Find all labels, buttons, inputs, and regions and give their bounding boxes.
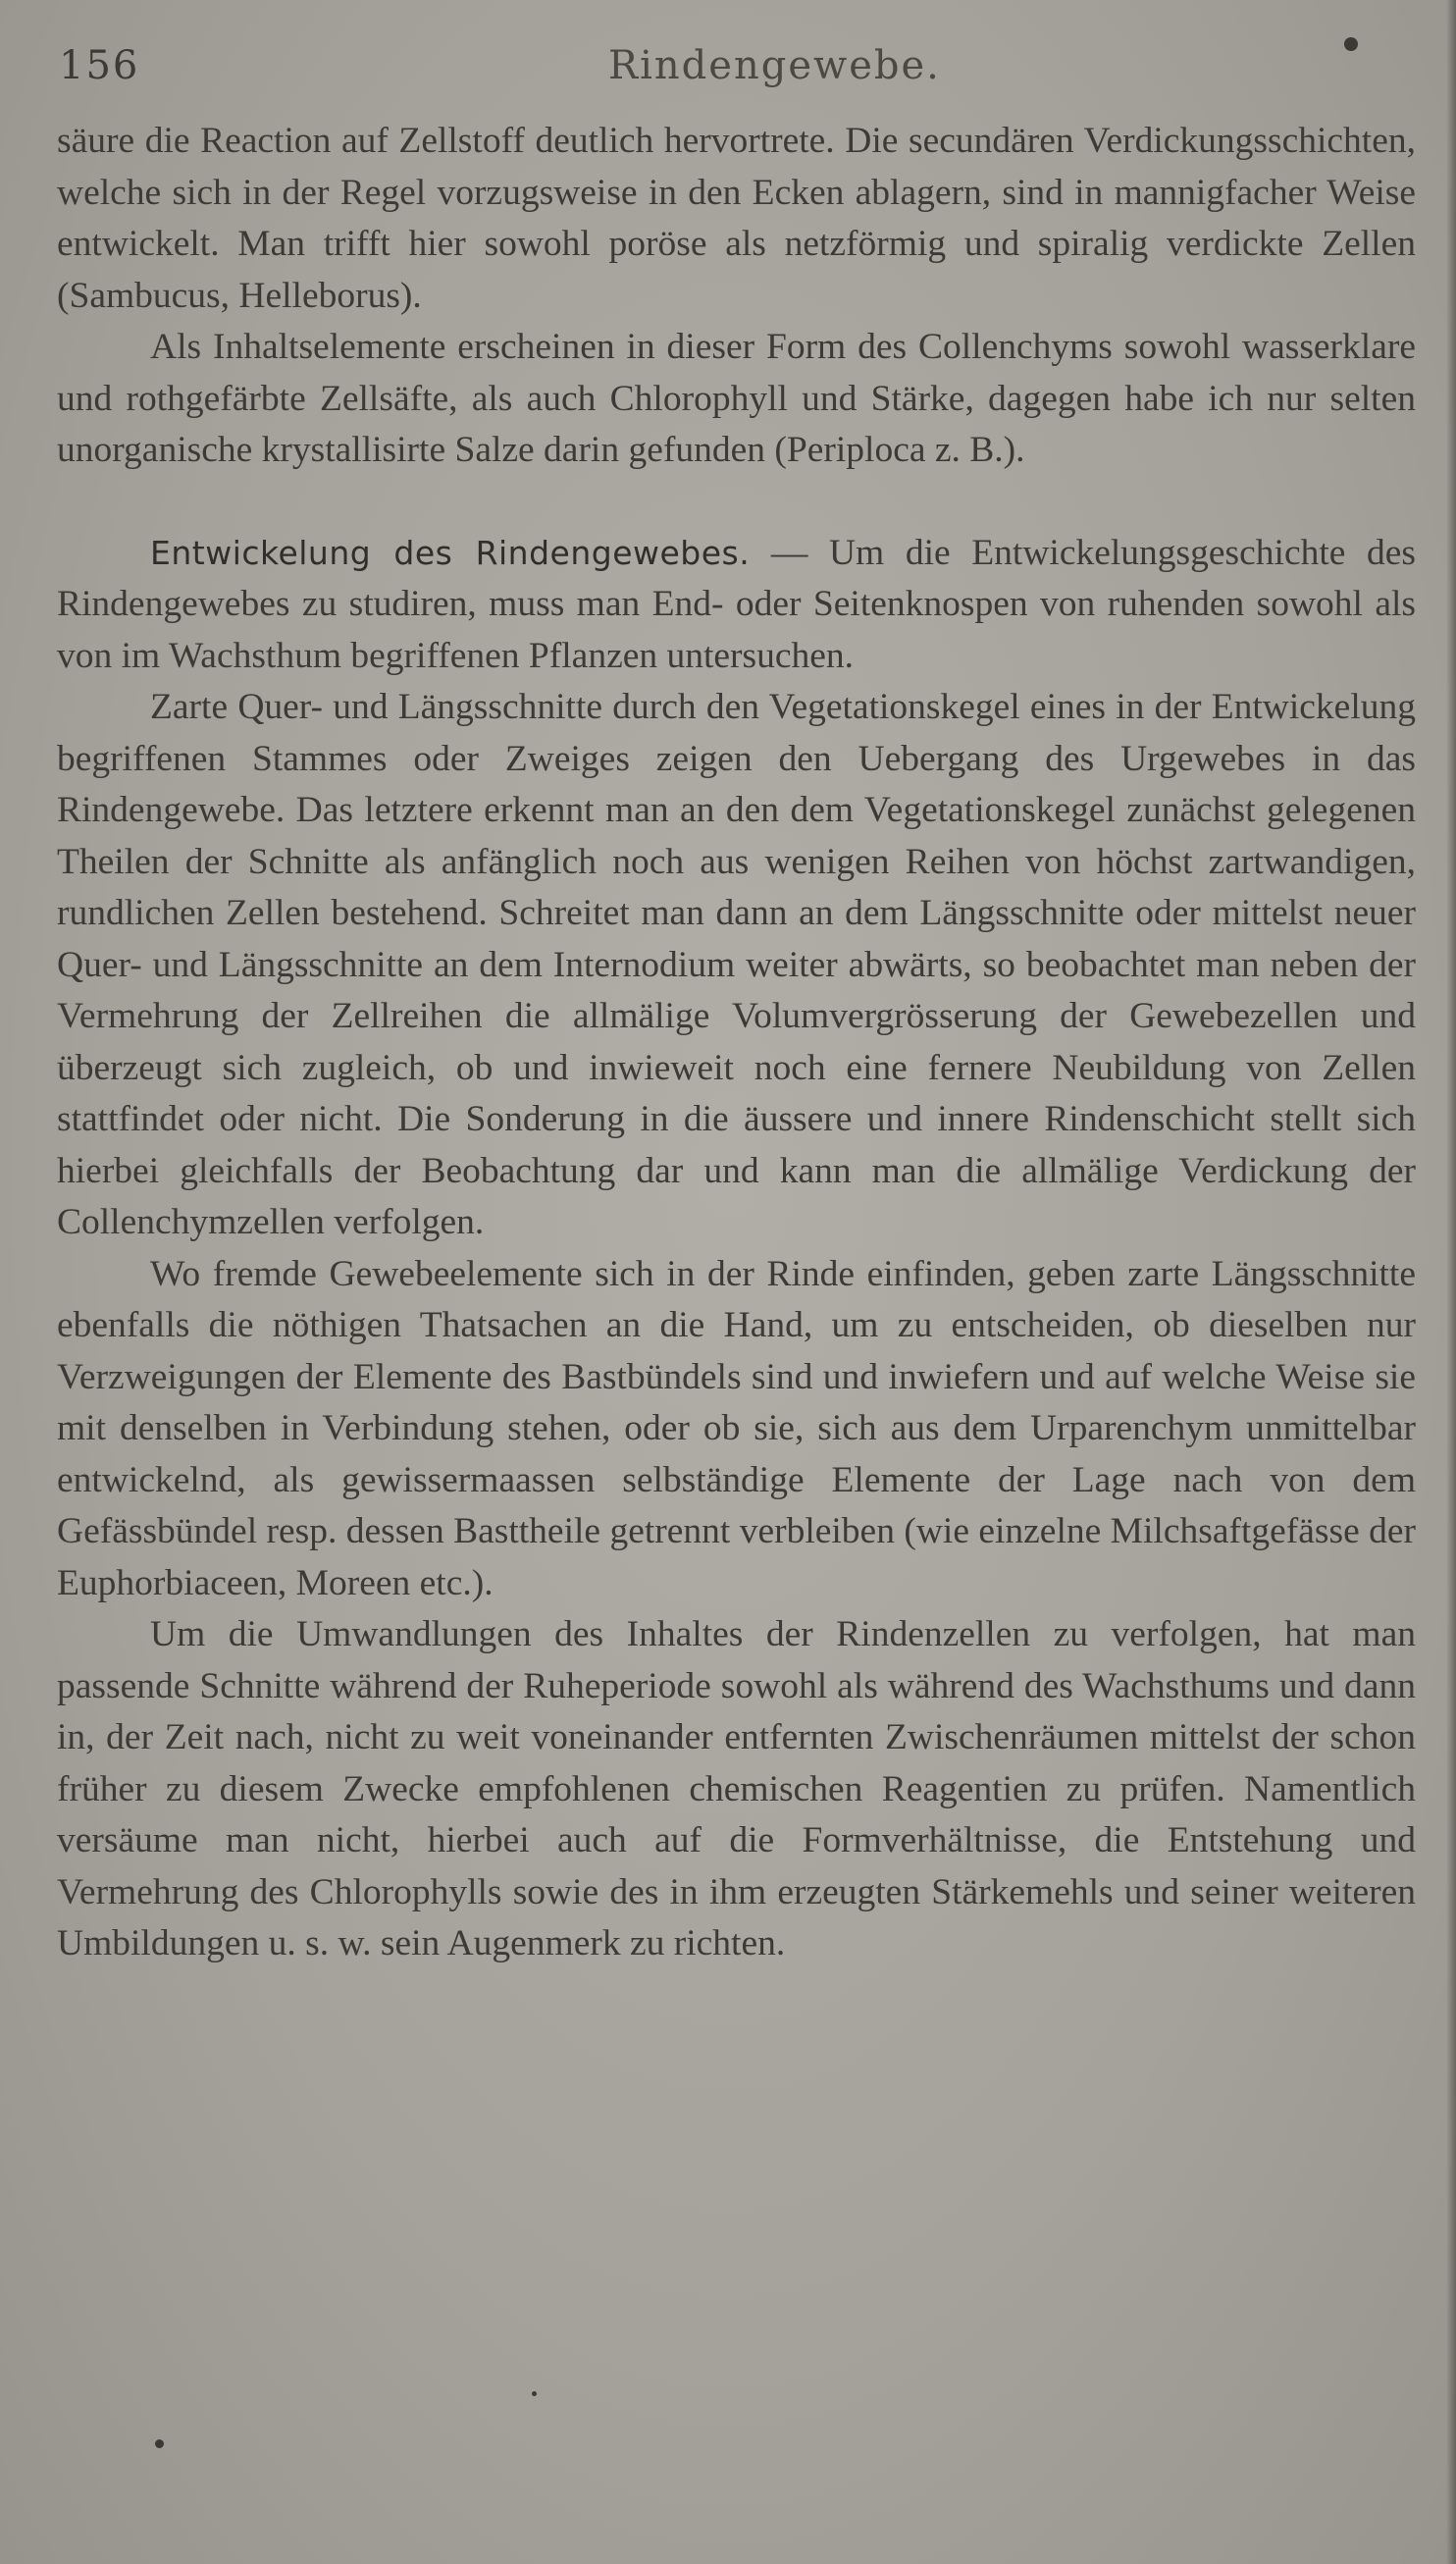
- page-header: [59, 43, 1413, 102]
- section-title: Entwickelung des Rindengewebes.: [150, 533, 751, 572]
- page-edge-shadow: [1446, 0, 1456, 2564]
- paragraph-4: Zarte Quer- und Längsschnitte durch den Vegetationskegel eines in der Entwickelung begriffenen Stammes oder Zweiges zeigen den Uebergang des Urgewebes in das Rindengewebe. Das letztere erkennt man an den dem Vegetationskegel zunächst gelegenen Theilen der Schnitte als anfänglich noch aus wenigen Reihen von höchst zartwandigen, rundlichen Zellen bestehend. Schreitet man dann an dem Längsschnitte oder mittelst neuer Quer- und Längsschnitte an dem Internodium weiter abwärts, so beobachtet man neben der Vermehrung der Zellreihen die allmälige Volumvergrösserung der Gewebezellen und überzeugt sich zugleich, ob und inwieweit noch eine fernere Neubildung von Zellen stattfindet oder nicht. Die Sonderung in die äussere und innere Rindenschicht stellt sich hierbei gleichfalls der Beobachtung dar und kann man die allmälige Verdickung der Collenchymzellen verfolgen.: [57, 687, 1416, 1242]
- paragraph-2: Als Inhaltselemente erscheinen in dieser Form des Collenchyms sowohl wasserklare und rothgefärbte Zellsäfte, als auch Chlorophyll und Stärke, dagegen habe ich nur selten unorganische krystallisirte Salze darin gefunden (Periploca z. B.).: [57, 327, 1416, 470]
- section-gap: [57, 477, 1416, 528]
- page-number: 156: [59, 43, 140, 88]
- running-head: Rindengewebe.: [608, 43, 941, 88]
- paragraph-3: [57, 528, 1416, 683]
- paragraph-5: Wo fremde Gewebeelemente sich in der Rinde einfinden, geben zarte Längsschnitte ebenfalls die nöthigen Thatsachen an die Hand, um zu entscheiden, ob dieselben nur Verzweigungen der Elemente des Bastbündels sind und inwiefern und auf welche Weise sie mit denselben in Verbindung stehen, oder ob sie, sich aus dem Urparenchym unmittelbar entwickelnd, als gewissermaassen selbständige Elemente der Lage nach von dem Gefässbündel resp. dessen Basttheile getrennt verbleiben (wie einzelne Milchsaftgefässe der Euphorbiaceen, Moreen etc.).: [57, 1253, 1416, 1603]
- paragraph-3-text: — Um die Entwickelungsgeschichte des Rindengewebes zu studiren, muss man End- oder Seitenknospen von ruhenden sowohl als von im Wachsthum begriffenen Pflanzen untersuchen.: [57, 532, 1417, 676]
- ink-speck: [155, 2439, 164, 2448]
- paragraph-6: Um die Umwandlungen des Inhaltes der Rindenzellen zu verfolgen, hat man passende Schnitte während der Ruheperiode sowohl als während des Wachsthums und dann in, der Zeit nach, nicht zu weit voneinander entfernten Zwischenräumen mittelst der schon früher zu diesem Zwecke empfohlenen chemischen Reagentien zu prüfen. Namentlich versäume man nicht, hierbei auch auf die Formverhältnisse, die Entstehung und Vermehrung des Chlorophylls sowie des in ihm erzeugten Stärkemehls und seiner weiteren Umbildungen u. s. w. sein Augenmerk zu richten.: [57, 1614, 1416, 1963]
- ink-speck: [1344, 37, 1358, 51]
- paragraph-1: säure die Reaction auf Zellstoff deutlich hervortrete. Die secundären Verdickungsschichten, welche sich in der Regel vorzugsweise in den Ecken ablagern, sind in mannigfacher Weise entwickelt. Man trifft hier sowohl poröse als netzförmig und spiralig verdickte Zellen (Sambucus, Helleborus).: [57, 121, 1416, 316]
- body-text: [57, 116, 1416, 1970]
- ink-speck: [532, 2391, 537, 2396]
